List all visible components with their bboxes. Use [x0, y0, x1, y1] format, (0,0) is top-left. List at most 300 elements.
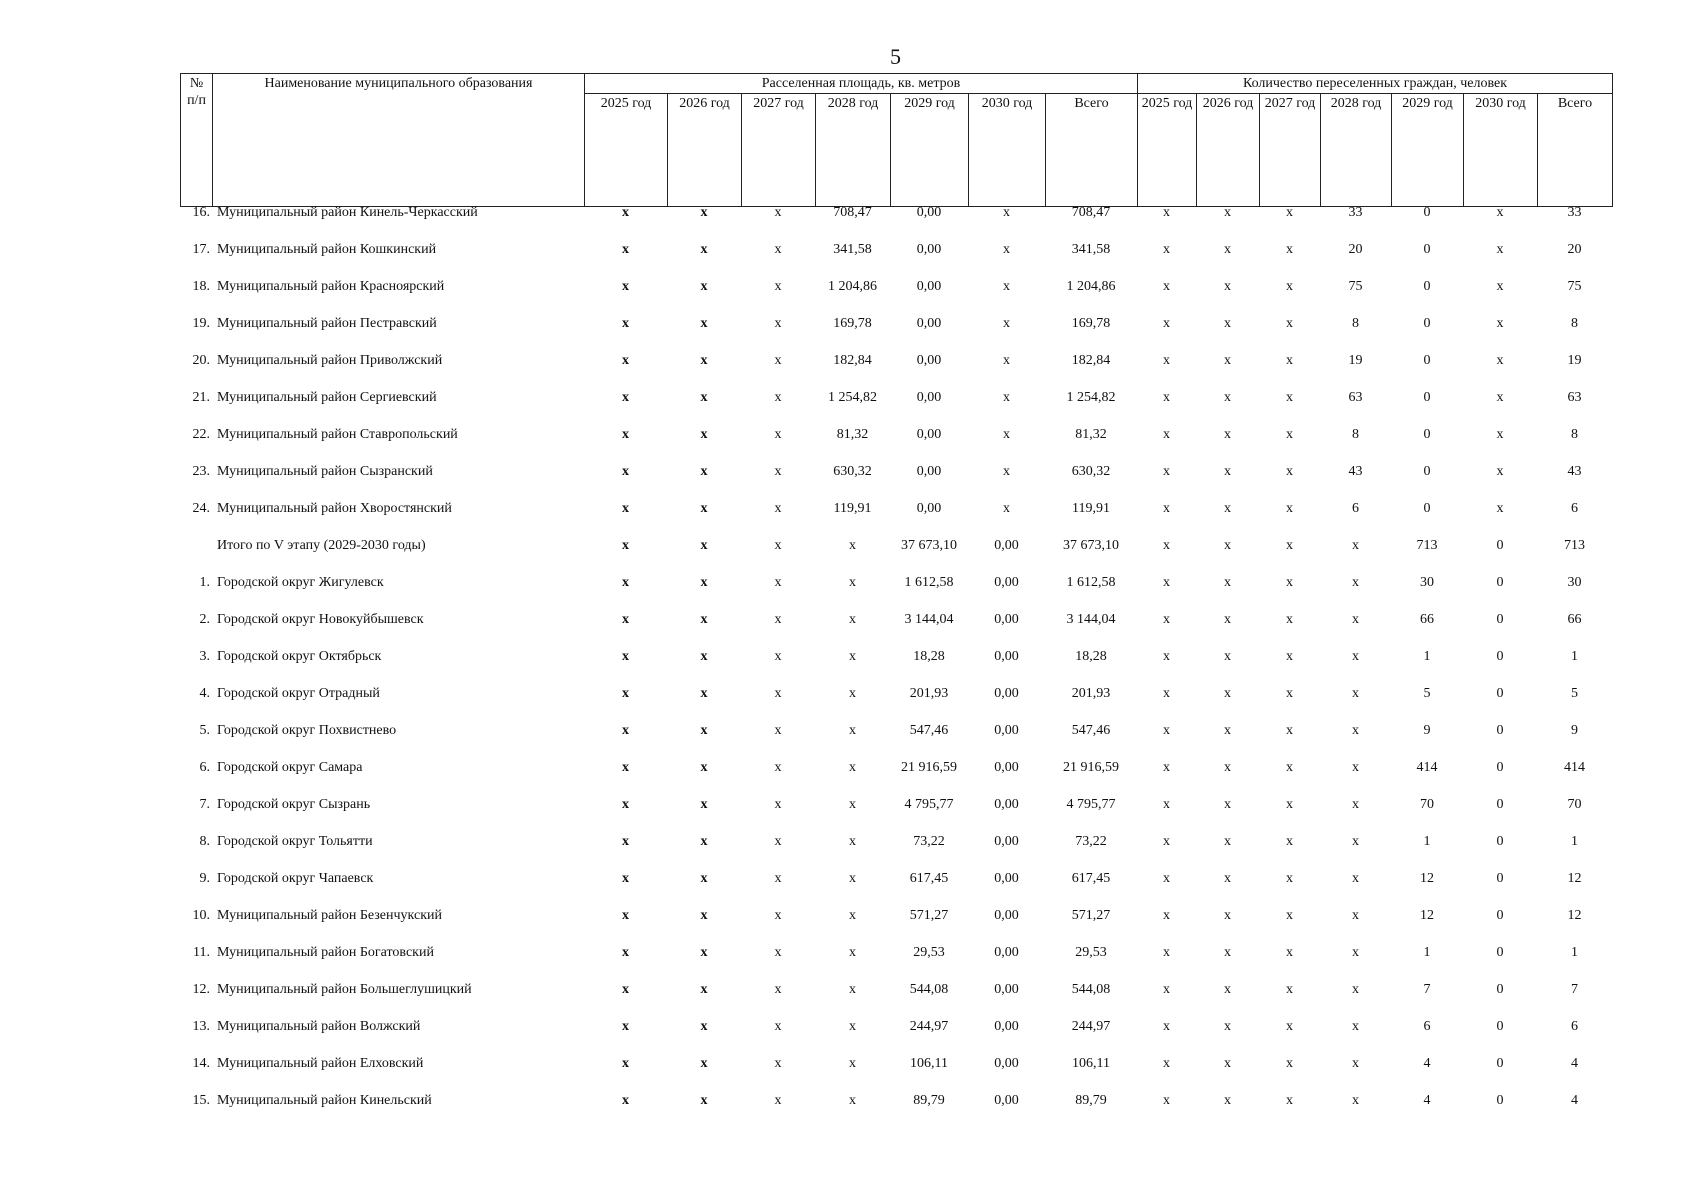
people-cell: x: [1286, 1019, 1293, 1034]
people-cell: x: [1352, 982, 1359, 997]
area-cell: x: [849, 649, 856, 664]
header-area-year: 2026 год: [668, 94, 742, 207]
header-area-year: 2027 год: [742, 94, 816, 207]
area-cell: x: [849, 908, 856, 923]
area-cell: x: [774, 205, 782, 220]
area-cell: x: [774, 1056, 782, 1071]
area-cell: 244,97: [909, 1019, 949, 1034]
row-name: Итого по V этапу (2029-2030 годы): [217, 538, 426, 553]
area-cell: 617,45: [909, 871, 949, 886]
people-cell: 0: [1496, 982, 1504, 997]
area-cell: 106,11: [910, 1056, 948, 1071]
people-cell: x: [1352, 575, 1359, 590]
area-cell: x: [700, 353, 708, 368]
area-cell: 37 673,10: [901, 538, 957, 553]
people-cell: x: [1496, 353, 1504, 368]
people-cell: x: [1224, 760, 1231, 775]
people-cell: 1: [1423, 834, 1431, 849]
area-cell: x: [774, 797, 782, 812]
row-name: Городской округ Тольятти: [217, 834, 373, 849]
area-cell: x: [849, 723, 856, 738]
area-cell: 0,00: [994, 1019, 1019, 1034]
area-cell: x: [849, 575, 856, 590]
area-cell: x: [622, 945, 629, 960]
row-number: 6.: [199, 760, 210, 775]
area-cell: x: [622, 575, 629, 590]
people-cell: x: [1224, 908, 1231, 923]
people-cell: x: [1224, 1093, 1231, 1108]
area-cell: 0,00: [994, 982, 1019, 997]
people-cell: x: [1352, 908, 1359, 923]
area-cell: 1 612,58: [1066, 575, 1116, 590]
area-cell: x: [849, 945, 856, 960]
row-number: 11.: [193, 945, 210, 960]
people-cell: x: [1163, 797, 1170, 812]
row-number: 15.: [192, 1093, 210, 1108]
area-cell: x: [622, 538, 629, 553]
people-cell: x: [1224, 427, 1231, 442]
page-number: 5: [890, 44, 901, 69]
people-cell: 0: [1496, 612, 1504, 627]
people-cell: 70: [1567, 797, 1582, 812]
people-cell: x: [1352, 649, 1359, 664]
row-number: 7.: [199, 797, 210, 812]
area-cell: x: [774, 390, 782, 405]
area-cell: 73,22: [913, 834, 945, 849]
people-cell: 30: [1567, 575, 1582, 590]
area-cell: x: [849, 760, 856, 775]
area-cell: 0,00: [916, 279, 942, 294]
area-cell: x: [700, 316, 708, 331]
people-cell: 20: [1567, 242, 1582, 257]
header-people-year: 2027 год: [1260, 94, 1321, 207]
area-cell: x: [1003, 390, 1010, 405]
people-cell: x: [1224, 1019, 1231, 1034]
area-cell: x: [700, 908, 708, 923]
row-number: 22.: [192, 427, 210, 442]
area-cell: x: [774, 649, 782, 664]
people-cell: x: [1224, 538, 1231, 553]
people-cell: 19: [1567, 353, 1582, 368]
area-cell: 1 612,58: [904, 575, 954, 590]
area-cell: x: [849, 871, 856, 886]
people-cell: x: [1496, 464, 1504, 479]
row-number: 4.: [199, 686, 210, 701]
row-number: 8.: [199, 834, 210, 849]
row-number: 1.: [199, 575, 210, 590]
area-cell: 0,00: [994, 1093, 1019, 1108]
header-area-year: 2028 год: [816, 94, 891, 207]
people-cell: 6: [1571, 501, 1578, 516]
area-cell: x: [1003, 501, 1010, 516]
people-cell: x: [1286, 686, 1293, 701]
people-cell: x: [1163, 760, 1170, 775]
people-cell: 1: [1571, 649, 1578, 664]
row-name: Муниципальный район Приволжский: [217, 353, 443, 368]
area-cell: 1 254,82: [1066, 390, 1116, 405]
people-cell: 0: [1496, 760, 1504, 775]
area-cell: x: [700, 871, 708, 886]
people-cell: 0: [1496, 686, 1504, 701]
area-cell: x: [700, 760, 708, 775]
people-cell: 6: [1423, 1019, 1431, 1034]
people-cell: 12: [1567, 871, 1582, 886]
header-area-group: Расселенная площадь, кв. метров: [585, 74, 1138, 94]
area-cell: 0,00: [994, 1056, 1019, 1071]
area-cell: 182,84: [833, 353, 872, 368]
people-cell: x: [1286, 982, 1293, 997]
people-cell: 19: [1348, 353, 1363, 368]
people-cell: 33: [1348, 205, 1363, 220]
people-cell: 8: [1571, 316, 1578, 331]
area-cell: 0,00: [916, 390, 942, 405]
people-cell: 63: [1567, 390, 1582, 405]
people-cell: x: [1224, 612, 1231, 627]
people-cell: x: [1496, 427, 1504, 442]
people-cell: x: [1224, 390, 1231, 405]
area-cell: 708,47: [833, 205, 872, 220]
row-name: Муниципальный район Волжский: [217, 1019, 421, 1034]
people-cell: 0: [1496, 945, 1504, 960]
people-cell: x: [1163, 982, 1170, 997]
people-cell: x: [1163, 427, 1170, 442]
people-cell: x: [1224, 279, 1231, 294]
area-cell: 4 795,77: [1066, 797, 1116, 812]
area-cell: 0,00: [916, 427, 942, 442]
people-cell: 66: [1420, 612, 1434, 627]
area-cell: x: [700, 427, 708, 442]
area-cell: 0,00: [916, 205, 942, 220]
people-cell: x: [1286, 279, 1293, 294]
people-cell: x: [1286, 242, 1293, 257]
people-cell: x: [1163, 205, 1170, 220]
people-cell: 9: [1571, 723, 1578, 738]
people-cell: 0: [1423, 390, 1431, 405]
area-cell: x: [622, 1056, 629, 1071]
people-cell: x: [1286, 575, 1293, 590]
area-cell: x: [622, 723, 629, 738]
table-header: [180, 73, 1613, 207]
header-area-year: 2025 год: [585, 94, 668, 207]
people-cell: 4: [1571, 1093, 1578, 1108]
header-people-total: Всего: [1538, 94, 1613, 207]
people-cell: x: [1224, 649, 1231, 664]
area-cell: 1 204,86: [828, 279, 877, 294]
area-cell: 21 916,59: [1063, 760, 1119, 775]
row-number: 9.: [199, 871, 210, 886]
area-cell: 0,00: [994, 908, 1019, 923]
people-cell: 75: [1567, 279, 1582, 294]
area-cell: x: [774, 834, 782, 849]
area-cell: 630,32: [1071, 464, 1111, 479]
people-cell: x: [1352, 871, 1359, 886]
area-cell: 617,45: [1071, 871, 1111, 886]
people-cell: x: [1163, 390, 1170, 405]
area-cell: x: [700, 982, 708, 997]
area-cell: 0,00: [994, 686, 1019, 701]
people-cell: 5: [1423, 686, 1431, 701]
row-number: 16.: [192, 205, 210, 220]
row-number: 17.: [192, 242, 210, 257]
row-name: Муниципальный район Пестравский: [217, 316, 437, 331]
area-cell: x: [622, 834, 629, 849]
area-cell: x: [774, 279, 782, 294]
area-cell: x: [1003, 427, 1010, 442]
area-cell: x: [622, 1019, 629, 1034]
row-name: Муниципальный район Хворостянский: [217, 501, 452, 516]
people-cell: x: [1163, 1056, 1170, 1071]
area-cell: x: [700, 612, 708, 627]
area-cell: x: [774, 1093, 782, 1108]
area-cell: x: [1003, 464, 1010, 479]
area-cell: x: [622, 612, 629, 627]
people-cell: 0: [1423, 464, 1431, 479]
row-number: 2.: [199, 612, 210, 627]
people-cell: x: [1163, 649, 1170, 664]
people-cell: x: [1224, 834, 1231, 849]
area-cell: 201,93: [909, 686, 949, 701]
area-cell: x: [849, 982, 856, 997]
area-cell: x: [700, 242, 708, 257]
area-cell: x: [622, 501, 629, 516]
row-name: Муниципальный район Кинель-Черкасский: [217, 205, 478, 220]
people-cell: 75: [1348, 279, 1363, 294]
area-cell: x: [700, 1019, 708, 1034]
row-name: Муниципальный район Ставропольский: [217, 427, 458, 442]
people-cell: 0: [1423, 279, 1431, 294]
people-cell: x: [1224, 945, 1231, 960]
row-name: Городской округ Самара: [217, 760, 363, 775]
area-cell: 0,00: [994, 723, 1019, 738]
people-cell: x: [1163, 908, 1170, 923]
area-cell: x: [622, 871, 629, 886]
people-cell: x: [1224, 982, 1231, 997]
area-cell: 0,00: [994, 797, 1019, 812]
area-cell: x: [774, 945, 782, 960]
people-cell: x: [1163, 353, 1170, 368]
row-name: Муниципальный район Красноярский: [217, 279, 445, 294]
area-cell: x: [774, 464, 782, 479]
row-name: Муниципальный район Кинельский: [217, 1093, 432, 1108]
area-cell: 708,47: [1071, 205, 1111, 220]
area-cell: x: [1003, 353, 1010, 368]
people-cell: 70: [1420, 797, 1434, 812]
area-cell: 0,00: [916, 501, 942, 516]
area-cell: 0,00: [994, 575, 1019, 590]
area-cell: x: [849, 612, 856, 627]
people-cell: x: [1224, 464, 1231, 479]
area-cell: x: [622, 1093, 629, 1108]
area-cell: 169,78: [833, 316, 872, 331]
area-cell: x: [774, 501, 782, 516]
area-cell: x: [774, 908, 782, 923]
people-cell: x: [1286, 723, 1293, 738]
people-cell: x: [1224, 723, 1231, 738]
area-cell: x: [700, 723, 708, 738]
area-cell: 81,32: [836, 427, 869, 442]
people-cell: x: [1286, 1056, 1293, 1071]
area-cell: x: [622, 760, 629, 775]
area-cell: 37 673,10: [1063, 538, 1119, 553]
people-cell: 0: [1423, 501, 1431, 516]
people-cell: x: [1496, 242, 1504, 257]
area-cell: 0,00: [994, 871, 1019, 886]
area-cell: x: [622, 279, 629, 294]
row-name: Городской округ Сызрань: [217, 797, 371, 812]
people-cell: 0: [1496, 797, 1504, 812]
people-cell: x: [1352, 1019, 1359, 1034]
row-number: 23.: [192, 464, 210, 479]
people-cell: 20: [1348, 242, 1363, 257]
people-cell: 0: [1423, 242, 1431, 257]
people-cell: x: [1163, 575, 1170, 590]
area-cell: x: [1003, 205, 1010, 220]
area-cell: x: [700, 279, 708, 294]
area-cell: 89,79: [1075, 1093, 1107, 1108]
people-cell: x: [1224, 501, 1231, 516]
area-cell: x: [622, 797, 629, 812]
area-cell: 544,08: [1071, 982, 1111, 997]
row-number: 20.: [192, 353, 210, 368]
row-name: Муниципальный район Сергиевский: [217, 390, 437, 405]
area-cell: x: [622, 686, 629, 701]
people-cell: x: [1352, 760, 1359, 775]
area-cell: 3 144,04: [904, 612, 954, 627]
area-cell: x: [1003, 316, 1010, 331]
people-cell: x: [1163, 501, 1170, 516]
people-cell: 0: [1496, 871, 1504, 886]
people-cell: x: [1163, 871, 1170, 886]
people-cell: 63: [1348, 390, 1363, 405]
people-cell: x: [1496, 279, 1504, 294]
people-cell: 5: [1571, 686, 1578, 701]
area-cell: 182,84: [1071, 353, 1111, 368]
people-cell: 0: [1496, 834, 1504, 849]
area-cell: 119,91: [1072, 501, 1110, 516]
people-cell: x: [1163, 945, 1170, 960]
row-number: 18.: [192, 279, 210, 294]
area-cell: 169,78: [1071, 316, 1111, 331]
area-cell: x: [774, 353, 782, 368]
people-cell: x: [1352, 945, 1359, 960]
area-cell: x: [622, 242, 629, 257]
people-cell: x: [1286, 205, 1293, 220]
people-cell: 4: [1571, 1056, 1578, 1071]
area-cell: 571,27: [1071, 908, 1111, 923]
people-cell: x: [1224, 1056, 1231, 1071]
area-cell: x: [849, 538, 856, 553]
row-number: 13.: [192, 1019, 210, 1034]
header-area-year: 2029 год: [891, 94, 969, 207]
people-cell: 12: [1420, 908, 1434, 923]
people-cell: 8: [1352, 316, 1359, 331]
people-cell: x: [1496, 501, 1504, 516]
area-cell: x: [622, 353, 629, 368]
row-name: Городской округ Отрадный: [217, 686, 380, 701]
row-name: Муниципальный район Елховский: [217, 1056, 424, 1071]
area-cell: x: [774, 871, 782, 886]
people-cell: x: [1224, 797, 1231, 812]
people-cell: 414: [1564, 760, 1585, 775]
people-cell: 0: [1496, 1019, 1504, 1034]
header-people-year: 2030 год: [1464, 94, 1538, 207]
people-cell: 7: [1571, 982, 1578, 997]
people-cell: x: [1496, 390, 1504, 405]
area-cell: x: [622, 464, 629, 479]
area-cell: x: [849, 1019, 856, 1034]
people-cell: 43: [1567, 464, 1582, 479]
people-cell: x: [1163, 686, 1170, 701]
people-cell: 8: [1352, 427, 1359, 442]
area-cell: x: [774, 316, 782, 331]
area-cell: 81,32: [1075, 427, 1107, 442]
area-cell: x: [1003, 279, 1010, 294]
area-cell: x: [774, 982, 782, 997]
row-number: 24.: [192, 501, 210, 516]
people-cell: 7: [1423, 982, 1431, 997]
area-cell: x: [700, 797, 708, 812]
people-cell: x: [1496, 316, 1504, 331]
people-cell: 1: [1423, 649, 1431, 664]
people-cell: x: [1163, 538, 1170, 553]
people-cell: 12: [1420, 871, 1434, 886]
people-cell: 8: [1571, 427, 1578, 442]
people-cell: x: [1352, 834, 1359, 849]
area-cell: x: [700, 945, 708, 960]
row-number: 21.: [192, 390, 210, 405]
area-cell: 0,00: [916, 242, 942, 257]
area-cell: x: [700, 205, 708, 220]
area-cell: 0,00: [994, 945, 1019, 960]
area-cell: 0,00: [994, 760, 1019, 775]
people-cell: 0: [1423, 353, 1431, 368]
area-cell: 18,28: [1075, 649, 1107, 664]
area-cell: 630,32: [833, 464, 872, 479]
area-cell: 547,46: [909, 723, 949, 738]
row-name: Муниципальный район Богатовский: [217, 945, 434, 960]
people-cell: x: [1286, 834, 1293, 849]
header-people-year: 2025 год: [1138, 94, 1197, 207]
people-cell: 0: [1496, 1093, 1504, 1108]
header-people-year: 2028 год: [1321, 94, 1392, 207]
row-name: Городской округ Чапаевск: [217, 871, 374, 886]
people-cell: x: [1286, 390, 1293, 405]
area-cell: 0,00: [916, 316, 942, 331]
area-cell: x: [700, 834, 708, 849]
people-cell: x: [1286, 797, 1293, 812]
area-cell: 1 204,86: [1066, 279, 1116, 294]
people-cell: x: [1352, 686, 1359, 701]
area-cell: 0,00: [916, 464, 942, 479]
row-number: 5.: [199, 723, 210, 738]
people-cell: x: [1163, 1019, 1170, 1034]
row-name: Городской округ Новокуйбышевск: [217, 612, 424, 627]
people-cell: x: [1224, 316, 1231, 331]
area-cell: x: [622, 316, 629, 331]
people-cell: x: [1286, 316, 1293, 331]
people-cell: x: [1286, 538, 1293, 553]
row-number: 3.: [199, 649, 210, 664]
people-cell: 0: [1423, 427, 1431, 442]
area-cell: x: [700, 464, 708, 479]
area-cell: 0,00: [994, 538, 1019, 553]
area-cell: x: [622, 908, 629, 923]
header-name: Наименование муниципального образования: [213, 74, 585, 207]
people-cell: x: [1286, 649, 1293, 664]
area-cell: x: [849, 1093, 856, 1108]
row-number: 12.: [192, 982, 210, 997]
row-number: 10.: [192, 908, 210, 923]
